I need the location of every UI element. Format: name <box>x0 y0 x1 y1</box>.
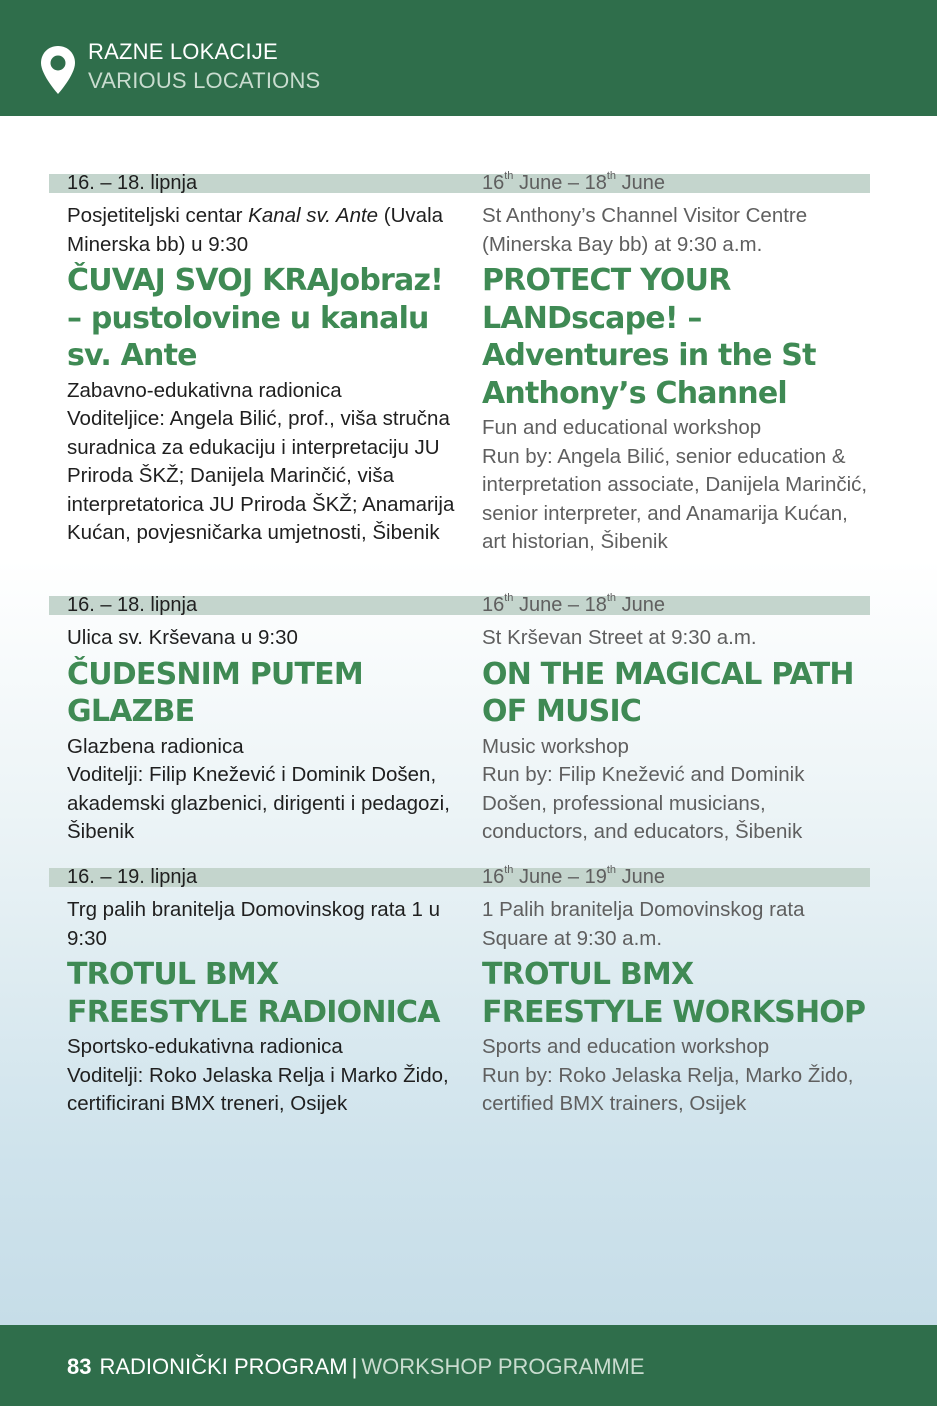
event-2-en <box>482 592 872 847</box>
location-pin-icon <box>40 45 76 95</box>
event-type-en: Sports and education workshop <box>482 1035 770 1058</box>
page-number: 83 <box>67 1354 92 1379</box>
footer-text <box>67 1353 645 1381</box>
event-3-hr <box>67 868 457 1119</box>
event-title-hr: ČUVAJ SVOJ KRAJobraz! – pustolovine u kanalu sv. Ante <box>67 263 443 373</box>
event-1-hr <box>67 174 457 548</box>
event-leaders-en: Run by: Roko Jelaska Relja, Marko Žido, certified BMX trainers, Osijek <box>482 1063 854 1115</box>
event-type-hr: Glazbena radionica <box>67 734 244 758</box>
header-title-en: VARIOUS LOCATIONS <box>88 68 321 93</box>
footer-separator: | <box>351 1354 358 1379</box>
event-venue-hr: Trg palih branitelja Domovinskog rata 1 u 9:30 <box>67 898 440 950</box>
event-title-en: PROTECT YOUR LANDscape! – Adventures in the St Anthony’s Channel <box>482 263 816 411</box>
event-date-hr: 16. – 18. lipnja <box>67 172 198 194</box>
event-1-en <box>482 170 872 557</box>
event-title-en: ON THE MAGICAL PATH OF MUSIC <box>482 656 854 729</box>
event-leaders-en: Run by: Angela Bilić, senior education & interpretation associate, Danijela Marinčić, senior interpreter, and Anamarija Kućan, art historian, Šibenik <box>482 444 868 553</box>
event-type-hr: Sportsko-edukativna radionica <box>67 1035 343 1058</box>
event-type-hr: Zabavno-edukativna radionica <box>67 378 342 402</box>
event-venue-en: 1 Palih branitelja Domovinskog rata Square at 9:30 a.m. <box>482 898 805 950</box>
event-2-hr <box>67 596 457 847</box>
event-venue-en: St Anthony’s Channel Visitor Centre (Minerska Bay bb) at 9:30 a.m. <box>482 204 808 256</box>
header-title <box>88 37 320 95</box>
event-date-en: 16th June – 18th June <box>482 170 665 194</box>
event-date-hr: 16. – 18. lipnja <box>67 594 198 616</box>
event-type-en: Fun and educational workshop <box>482 416 762 439</box>
event-title-hr: ČUDESNIM PUTEM GLAZBE <box>67 656 363 729</box>
event-venue-en: St Krševan Street at 9:30 a.m. <box>482 626 757 649</box>
event-date-hr: 16. – 19. lipnja <box>67 866 198 888</box>
event-type-en: Music workshop <box>482 734 629 758</box>
header-title-hr: RAZNE LOKACIJE <box>88 39 278 64</box>
event-leaders-hr: Voditelji: Filip Knežević i Dominik Došen, akademski glazbenici, dirigenti i pedagozi, Šibenik <box>67 763 450 843</box>
page-header <box>0 0 937 116</box>
venue-name: Kanal sv. Ante <box>248 204 379 227</box>
event-leaders-en: Run by: Filip Knežević and Dominik Došen, professional musicians, conductors, and educators, Šibenik <box>482 763 805 843</box>
footer-label-hr: RADIONIČKI PROGRAM <box>99 1354 348 1379</box>
event-leaders-hr: Voditeljice: Angela Bilić, prof., viša stručna suradnica za edukaciju i interpretaciju JU Priroda ŠKŽ; Danijela Marinčić, viša interpretatorica JU Priroda ŠKŽ; Anamarija Kućan, povjesničarka umjetnosti, Šibenik <box>67 407 455 544</box>
event-leaders-hr: Voditelji: Roko Jelaska Relja i Marko Žido, certificirani BMX treneri, Osijek <box>67 1063 449 1115</box>
event-title-hr: TROTUL BMX FREESTYLE RADIONICA <box>67 957 440 1030</box>
event-date-en: 16th June – 18th June <box>482 592 665 616</box>
event-venue-hr: Ulica sv. Krševana u 9:30 <box>67 626 298 649</box>
footer-label-en: WORKSHOP PROGRAMME <box>361 1354 645 1379</box>
page-footer <box>0 1325 937 1406</box>
event-3-en <box>482 864 872 1119</box>
event-venue-hr: Posjetiteljski centar Kanal sv. Ante (Uvala Minerska bb) u 9:30 <box>67 204 444 256</box>
event-title-en: TROTUL BMX FREESTYLE WORKSHOP <box>482 957 866 1030</box>
event-date-en: 16th June – 19th June <box>482 864 665 888</box>
